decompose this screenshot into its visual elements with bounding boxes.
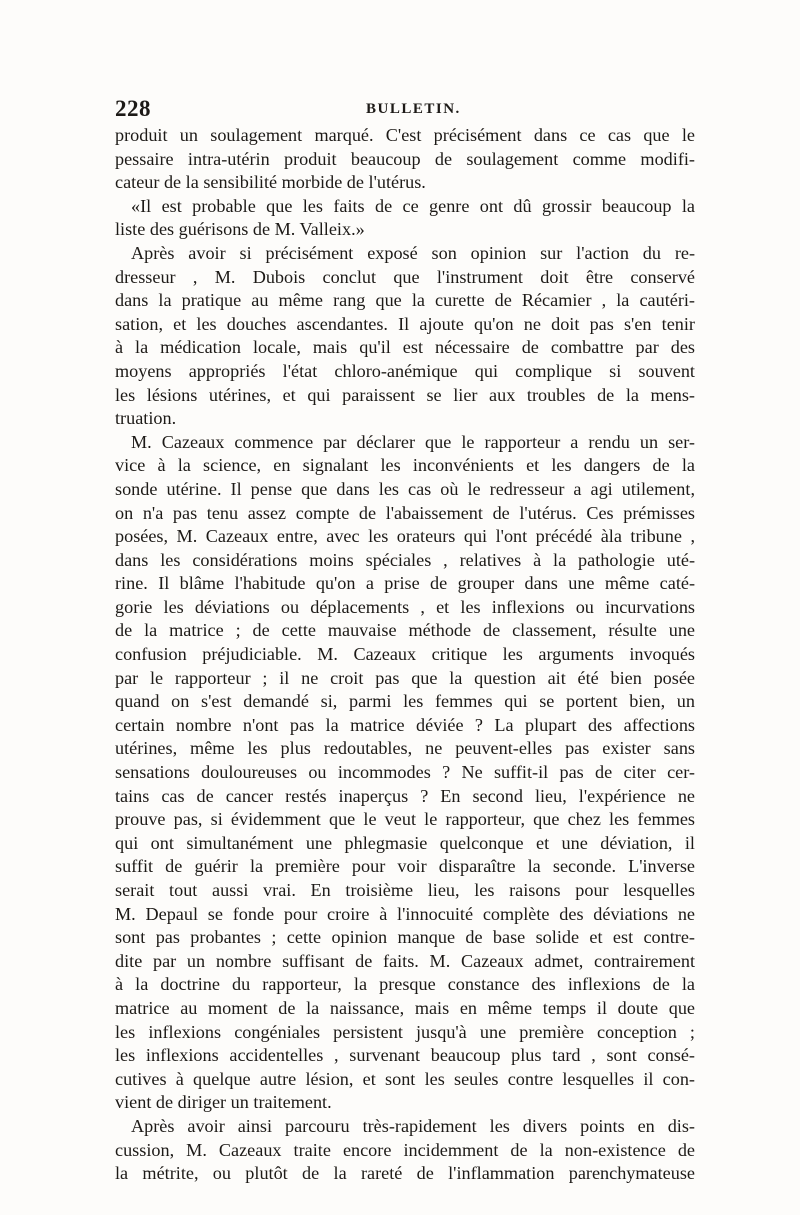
text-line: serait tout aussi vrai. En troisième lieu, les raisons pour lesquelles — [115, 880, 695, 900]
text-line: M. Cazeaux commence par déclarer que le rapporteur a rendu un ser- — [131, 431, 695, 452]
text-line: les lésions utérines, et qui paraissent se lier aux troubles de la mens- — [115, 384, 695, 405]
text-line: tains cas de cancer restés inaperçus ? En second lieu, l'expérience ne — [115, 785, 695, 806]
text-line: prouve pas, si évidemment que le veut le rapporteur, que chez les femmes — [115, 809, 695, 830]
text-line: liste des guérisons de M. Valleix.» — [115, 219, 365, 240]
body-text — [115, 124, 695, 1186]
text-line: suffit de guérir la première pour voir disparaître la seconde. L'inverse — [115, 856, 695, 877]
text-line: pessaire intra-utérin produit beaucoup de soulagement comme modifi- — [115, 148, 695, 169]
text-line: quand on s'est demandé si, parmi les femmes qui se portent bien, un — [115, 691, 695, 712]
text-line: dans la pratique au même rang que la curette de Récamier , la cautéri- — [115, 290, 695, 311]
text-line: sensations douloureuses ou incommodes ? Ne suffit-il pas de citer cer- — [115, 762, 695, 783]
text-line: vient de diriger un traitement. — [115, 1092, 332, 1113]
text-line: les inflexions accidentelles , survenant beaucoup plus tard , sont consé- — [115, 1045, 695, 1066]
text-line: la métrite, ou plutôt de la rareté de l'inflammation parenchymateuse — [115, 1163, 695, 1184]
text-line: produit un soulagement marqué. C'est précisément dans ce cas que le — [115, 125, 695, 145]
text-line: posées, M. Cazeaux entre, avec les orateurs qui l'ont précédé àla tribune , — [115, 526, 695, 547]
text-line: cateur de la sensibilité morbide de l'utérus. — [115, 172, 426, 193]
running-head — [115, 96, 695, 126]
text-line: de la matrice ; de cette mauvaise méthode de classement, résulte une — [115, 620, 695, 641]
text-line: truation. — [115, 408, 177, 429]
text-line: Après avoir ainsi parcouru très-rapidement les divers points en dis- — [131, 1115, 695, 1136]
text-line: confusion préjudiciable. M. Cazeaux critique les arguments invoqués — [115, 644, 695, 665]
text-line: sation, et les douches ascendantes. Il ajoute qu'on ne doit pas s'en tenir — [115, 313, 695, 334]
text-line: certain nombre n'ont pas la matrice déviée ? La plupart des affections — [115, 714, 695, 735]
running-title: BULLETIN. — [366, 101, 461, 117]
text-line: moyens appropriés l'état chloro-anémique qui complique si souvent — [115, 360, 695, 381]
text-line: sonde utérine. Il pense que dans les cas où le redresseur a agi utilement, — [115, 478, 695, 499]
text-line: cutives à quelque autre lésion, et sont les seules contre lesquelles il con- — [115, 1068, 695, 1089]
text-line: à la doctrine du rapporteur, la presque constance des inflexions de la — [115, 974, 695, 995]
text-line: rine. Il blâme l'habitude qu'on a prise de grouper dans une même caté- — [115, 573, 695, 594]
text-line: dite par un nombre suffisant de faits. M. Cazeaux admet, contrairement — [115, 950, 695, 971]
text-line: Après avoir si précisément exposé son opinion sur l'action du re- — [131, 242, 695, 263]
text-line: dans les considérations moins spéciales , relatives à la pathologie uté- — [115, 549, 695, 570]
text-line: à la médication locale, mais qu'il est nécessaire de combattre par des — [115, 337, 695, 358]
text-line: «Il est probable que les faits de ce genre ont dû grossir beaucoup la — [131, 195, 695, 216]
text-line: matrice au moment de la naissance, mais en même temps il doute que — [115, 997, 695, 1018]
text-line: les inflexions congéniales persistent jusqu'à une première conception ; — [115, 1021, 695, 1042]
text-line: vice à la science, en signalant les inconvénients et les dangers de la — [115, 455, 695, 476]
text-line: utérines, même les plus redoutables, ne peuvent-elles pas exister sans — [115, 738, 695, 759]
text-line: cussion, M. Cazeaux traite encore incidemment de la non-existence de — [115, 1139, 695, 1160]
text-line: M. Depaul se fonde pour croire à l'innocuité complète des déviations ne — [115, 903, 695, 924]
text-line: on n'a pas tenu assez compte de l'abaissement de l'utérus. Ces prémisses — [115, 502, 695, 523]
text-line: qui ont simultanément une phlegmasie quelconque et une déviation, il — [115, 832, 695, 853]
text-line: gorie les déviations ou déplacements , et les inflexions ou incurvations — [115, 596, 695, 617]
text-line: sont pas probantes ; cette opinion manque de base solide et est contre- — [115, 927, 695, 948]
text-line: par le rapporteur ; il ne croit pas que la question ait été bien posée — [115, 667, 695, 688]
page-number: 228 — [115, 96, 151, 121]
text-line: dresseur , M. Dubois conclut que l'instrument doit être conservé — [115, 266, 695, 287]
